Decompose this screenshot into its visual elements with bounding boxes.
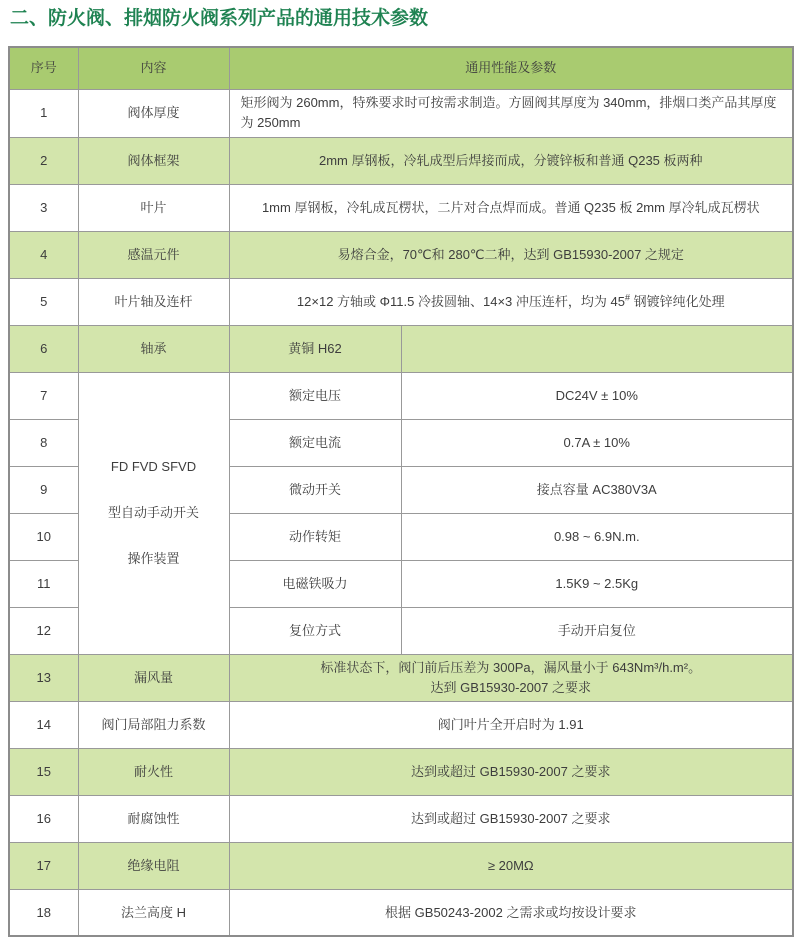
table-row	[9, 137, 793, 184]
group-label-line: 型自动手动开关	[107, 505, 199, 521]
row-number: 14	[9, 701, 78, 748]
spec-table	[8, 46, 794, 938]
page-title: 二、防火阀、排烟防火阀系列产品的通用技术参数	[10, 8, 429, 29]
header-no: 序号	[9, 47, 78, 90]
value-line: 标准状态下，阀门前后压差为 300Pa，漏风量小于 643Nm³/h.m²。	[320, 659, 702, 675]
sub-value: 0.7A ± 10%	[401, 419, 793, 466]
row-number: 10	[9, 513, 78, 560]
row-number: 11	[9, 560, 78, 607]
row-label: 感温元件	[78, 231, 229, 278]
sub-value: DC24V ± 10%	[401, 372, 793, 419]
sub-label: 电磁铁吸力	[229, 560, 401, 607]
header-row	[9, 47, 793, 90]
row-number: 8	[9, 419, 78, 466]
row-number: 7	[9, 372, 78, 419]
row-value	[229, 278, 793, 325]
header-params: 通用性能及参数	[229, 47, 793, 90]
sub-value: 手动开启复位	[401, 607, 793, 654]
row-number: 9	[9, 466, 78, 513]
row-label: 轴承	[78, 325, 229, 372]
sub-value: 0.98 ~ 6.9N.m.	[401, 513, 793, 560]
row-number: 13	[9, 654, 78, 701]
table-row	[9, 231, 793, 278]
table-row	[9, 372, 793, 419]
sub-value: 1.5K9 ~ 2.5Kg	[401, 560, 793, 607]
row-label: 漏风量	[78, 654, 229, 701]
row-label: 叶片	[78, 184, 229, 231]
row-number: 4	[9, 231, 78, 278]
table-row	[9, 889, 793, 936]
row-value: 阀门叶片全开启时为 1.91	[229, 701, 793, 748]
row-number: 15	[9, 748, 78, 795]
table-row	[9, 184, 793, 231]
sub-label: 额定电流	[229, 419, 401, 466]
sub-label: 动作转矩	[229, 513, 401, 560]
row-value: 达到或超过 GB15930-2007 之要求	[229, 795, 793, 842]
group-label-line: 操作装置	[127, 551, 180, 567]
value-text: 钢镀锌纯化处理	[629, 293, 725, 309]
table-row	[9, 90, 793, 137]
row-label: 法兰高度 H	[78, 889, 229, 936]
sub-label: 黄铜 H62	[229, 325, 401, 372]
row-number: 2	[9, 137, 78, 184]
group-label-cell	[78, 372, 229, 654]
row-label: 耐腐蚀性	[78, 795, 229, 842]
sub-label: 额定电压	[229, 372, 401, 419]
row-value: 达到或超过 GB15930-2007 之要求	[229, 748, 793, 795]
row-value: ≥ 20MΩ	[229, 842, 793, 889]
row-label: 叶片轴及连杆	[78, 278, 229, 325]
row-number: 1	[9, 90, 78, 137]
row-value: 1mm 厚钢板，冷轧成瓦楞状，二片对合点焊而成。普通 Q235 板 2mm 厚冷轧成瓦楞状	[229, 184, 793, 231]
row-label: 阀体框架	[78, 137, 229, 184]
row-number: 18	[9, 889, 78, 936]
row-number: 16	[9, 795, 78, 842]
table-row	[9, 278, 793, 325]
group-label-line: FD FVD SFVD	[110, 459, 197, 475]
row-label: 阀体厚度	[78, 90, 229, 137]
row-number: 3	[9, 184, 78, 231]
sub-label: 复位方式	[229, 607, 401, 654]
sub-label: 微动开关	[229, 466, 401, 513]
table-row	[9, 325, 793, 372]
sub-value: 接点容量 AC380V3A	[401, 466, 793, 513]
superscript-hash: #	[624, 292, 630, 303]
row-number: 17	[9, 842, 78, 889]
row-number: 5	[9, 278, 78, 325]
table-row	[9, 795, 793, 842]
header-content: 内容	[78, 47, 229, 90]
value-line: 达到 GB15930-2007 之要求	[430, 679, 591, 695]
row-value: 易熔合金，70℃和 280℃二种，达到 GB15930-2007 之规定	[229, 231, 793, 278]
table-row	[9, 748, 793, 795]
row-label: 绝缘电阻	[78, 842, 229, 889]
row-number: 12	[9, 607, 78, 654]
table-row	[9, 701, 793, 748]
sub-value	[401, 325, 793, 372]
row-value: 2mm 厚钢板，冷轧成型后焊接而成，分镀锌板和普通 Q235 板两种	[229, 137, 793, 184]
row-label: 耐火性	[78, 748, 229, 795]
row-value: 根据 GB50243-2002 之需求或均按设计要求	[229, 889, 793, 936]
row-label: 阀门局部阻力系数	[78, 701, 229, 748]
table-row	[9, 654, 793, 701]
row-value: 矩形阀为 260mm，特殊要求时可按需求制造。方圆阀其厚度为 340mm，排烟口类产品其厚度为 250mm	[229, 90, 793, 137]
table-row	[9, 842, 793, 889]
row-number: 6	[9, 325, 78, 372]
value-text: 12×12 方轴或 Φ11.5 冷拔圆轴、14×3 冲压连杆，均为 45	[296, 293, 625, 309]
row-value	[229, 654, 793, 701]
